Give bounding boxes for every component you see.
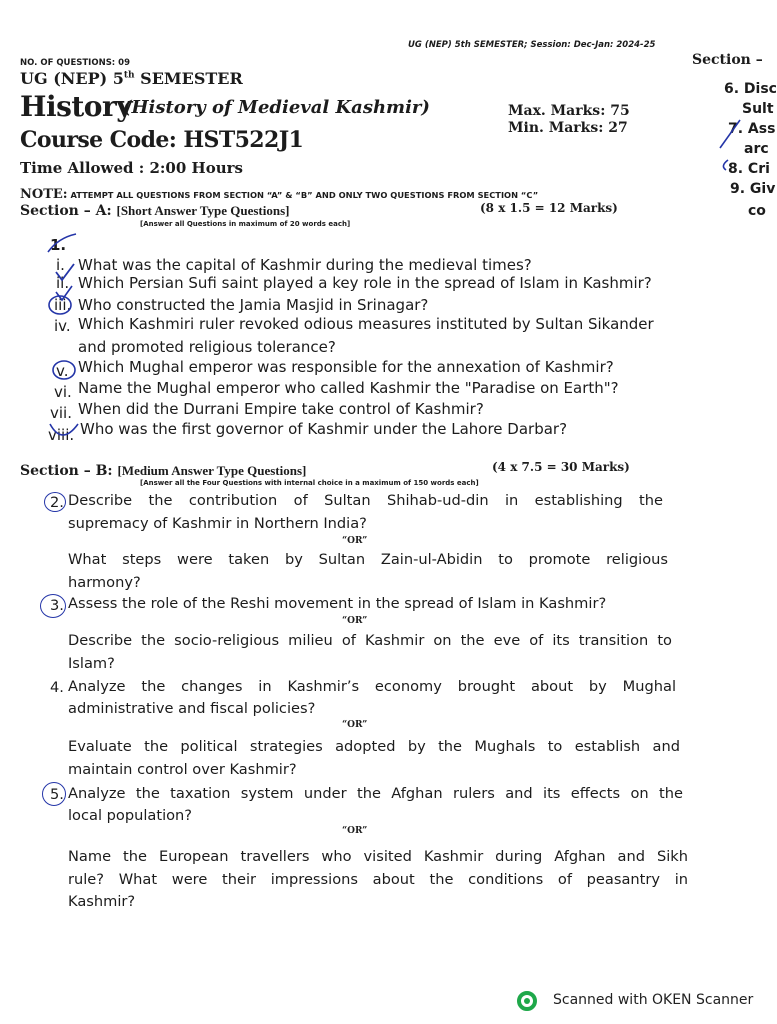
programme-sup: th: [123, 70, 135, 81]
question-text: Assess the role of the Reshi movement in the spread of Islam in Kashmir?: [68, 595, 607, 612]
question-number: 5.: [50, 786, 64, 803]
question-text: Analyze the taxation system under the Afghan rulers and its effects on the: [68, 785, 683, 802]
max-marks: Max. Marks: 75: [508, 103, 630, 119]
question-1-number: 1.: [50, 236, 67, 254]
question-1-item-text: Which Kashmiri ruler revoked odious measures instituted by Sultan Sikander: [78, 315, 654, 333]
note-label: NOTE:: [20, 187, 68, 202]
question-1-item-text-continued: and promoted religious tolerance?: [78, 338, 336, 356]
section-a-marks: (8 x 1.5 = 12 Marks): [480, 201, 618, 215]
question-alternative-text: Describe the socio-religious milieu of Kashmir on the eve of its transition to: [68, 632, 672, 649]
question-alternative-text: What steps were taken by Sultan Zain-ul-Abidin to promote religious: [68, 551, 668, 568]
note-text: ATTEMPT ALL QUESTIONS FROM SECTION “A” & “B” AND ONLY TWO QUESTIONS FROM SECTION “C”: [67, 190, 539, 200]
question-number: 2.: [50, 494, 64, 511]
question-1-item-number: vi.: [54, 383, 72, 401]
section-a-subtitle: [Short Answer Type Questions]: [116, 203, 290, 218]
next-page-line: 8. Cri: [728, 161, 770, 177]
question-alternative-text: Evaluate the political strategies adopted by the Mughals to establish and: [68, 738, 680, 755]
question-alternative-text-continued: maintain control over Kashmir?: [68, 761, 297, 778]
question-1-item-text: Which Persian Sufi saint played a key role in the spread of Islam in Kashmir?: [78, 274, 652, 292]
course-code: Course Code: HST522J1: [20, 127, 304, 153]
programme-text: UG (NEP) 5: [20, 69, 124, 88]
next-page-pen-mark-icon: [716, 118, 746, 178]
note-line: [20, 183, 538, 202]
question-alternative-text: Name the European travellers who visited Kashmir during Afghan and Sikh: [68, 848, 688, 865]
question-1-item-number: viii.: [48, 426, 75, 444]
next-page-line: co: [748, 203, 766, 219]
scanner-watermark: Scanned with OKEN Scanner: [553, 992, 754, 1008]
or-separator: “OR”: [342, 616, 368, 626]
section-a-instruction: [Answer all Questions in maximum of 20 words each]: [140, 220, 351, 228]
question-1-item-number: iv.: [54, 317, 71, 335]
section-b-heading: [20, 463, 306, 479]
session-line: UG (NEP) 5th SEMESTER; Session: Dec-Jan: 2024-25: [408, 40, 656, 50]
section-a-title: Section – A:: [20, 203, 112, 219]
next-page-section-heading: Section –: [692, 52, 763, 68]
question-alternative-text-continued: Kashmir?: [68, 893, 136, 910]
section-b-title: Section – B:: [20, 463, 113, 479]
or-separator: “OR”: [342, 536, 368, 546]
next-page-line: 7. Ass: [728, 121, 776, 137]
question-1-item-text: Name the Mughal emperor who called Kashmir the "Paradise on Earth"?: [78, 379, 619, 397]
next-page-line: 9. Giv: [730, 181, 776, 197]
question-1-item-number: vii.: [50, 404, 72, 422]
question-1-item-text: Who constructed the Jamia Masjid in Srinagar?: [78, 296, 429, 314]
pen-annotations-icon: [40, 228, 120, 458]
next-page-line: arc: [744, 141, 769, 157]
next-page-line: 6. Disc: [724, 81, 777, 97]
section-b-instruction: [Answer all the Four Questions with internal choice in a maximum of 150 words each]: [140, 479, 479, 487]
question-alternative-text-continued: harmony?: [68, 574, 141, 591]
pen-circle-icon: [44, 492, 66, 512]
question-number: 3.: [50, 597, 64, 614]
number-of-questions: NO. OF QUESTIONS: 09: [20, 58, 130, 68]
min-marks: Min. Marks: 27: [508, 120, 628, 136]
section-a-heading: [20, 203, 290, 219]
pen-circle-icon: [40, 594, 66, 618]
question-alternative-text-continued: Islam?: [68, 655, 115, 672]
question-1-item-text: What was the capital of Kashmir during the medieval times?: [78, 256, 532, 274]
next-page-line: Sult: [742, 101, 774, 117]
question-text-continued: supremacy of Kashmir in Northern India?: [68, 515, 367, 532]
question-1-item-number: v.: [56, 362, 69, 380]
question-number: 4.: [50, 679, 64, 696]
question-1-item-number: ii.: [56, 274, 70, 292]
question-alternative-text-continued: rule? What were their impressions about the conditions of peasantry in: [68, 871, 688, 888]
section-b-subtitle: [Medium Answer Type Questions]: [117, 463, 307, 478]
pen-circle-icon: [42, 782, 66, 806]
question-text-continued: administrative and fiscal policies?: [68, 700, 316, 717]
or-separator: “OR”: [342, 720, 368, 730]
programme-line: [20, 69, 243, 88]
programme-tail: SEMESTER: [134, 69, 243, 88]
question-1-item-text: Which Mughal emperor was responsible for the annexation of Kashmir?: [78, 358, 614, 376]
question-text: Analyze the changes in Kashmir’s economy brought about by Mughal: [68, 678, 676, 695]
question-text-continued: local population?: [68, 807, 193, 824]
paper-title: (History of Medieval Kashmir): [123, 97, 430, 118]
oken-scanner-logo-icon: [516, 990, 538, 1012]
time-allowed: Time Allowed : 2:00 Hours: [20, 159, 243, 177]
question-1-item-number: i.: [56, 256, 65, 274]
question-1-item-number: iii.: [54, 296, 72, 314]
question-1-item-text: When did the Durrani Empire take control of Kashmir?: [78, 400, 484, 418]
question-1-item-text: Who was the first governor of Kashmir under the Lahore Darbar?: [80, 420, 568, 438]
subject-title: History: [20, 90, 132, 123]
or-separator: “OR”: [342, 826, 368, 836]
question-text: Describe the contribution of Sultan Shihab-ud-din in establishing the: [68, 492, 663, 509]
section-b-marks: (4 x 7.5 = 30 Marks): [492, 460, 630, 474]
